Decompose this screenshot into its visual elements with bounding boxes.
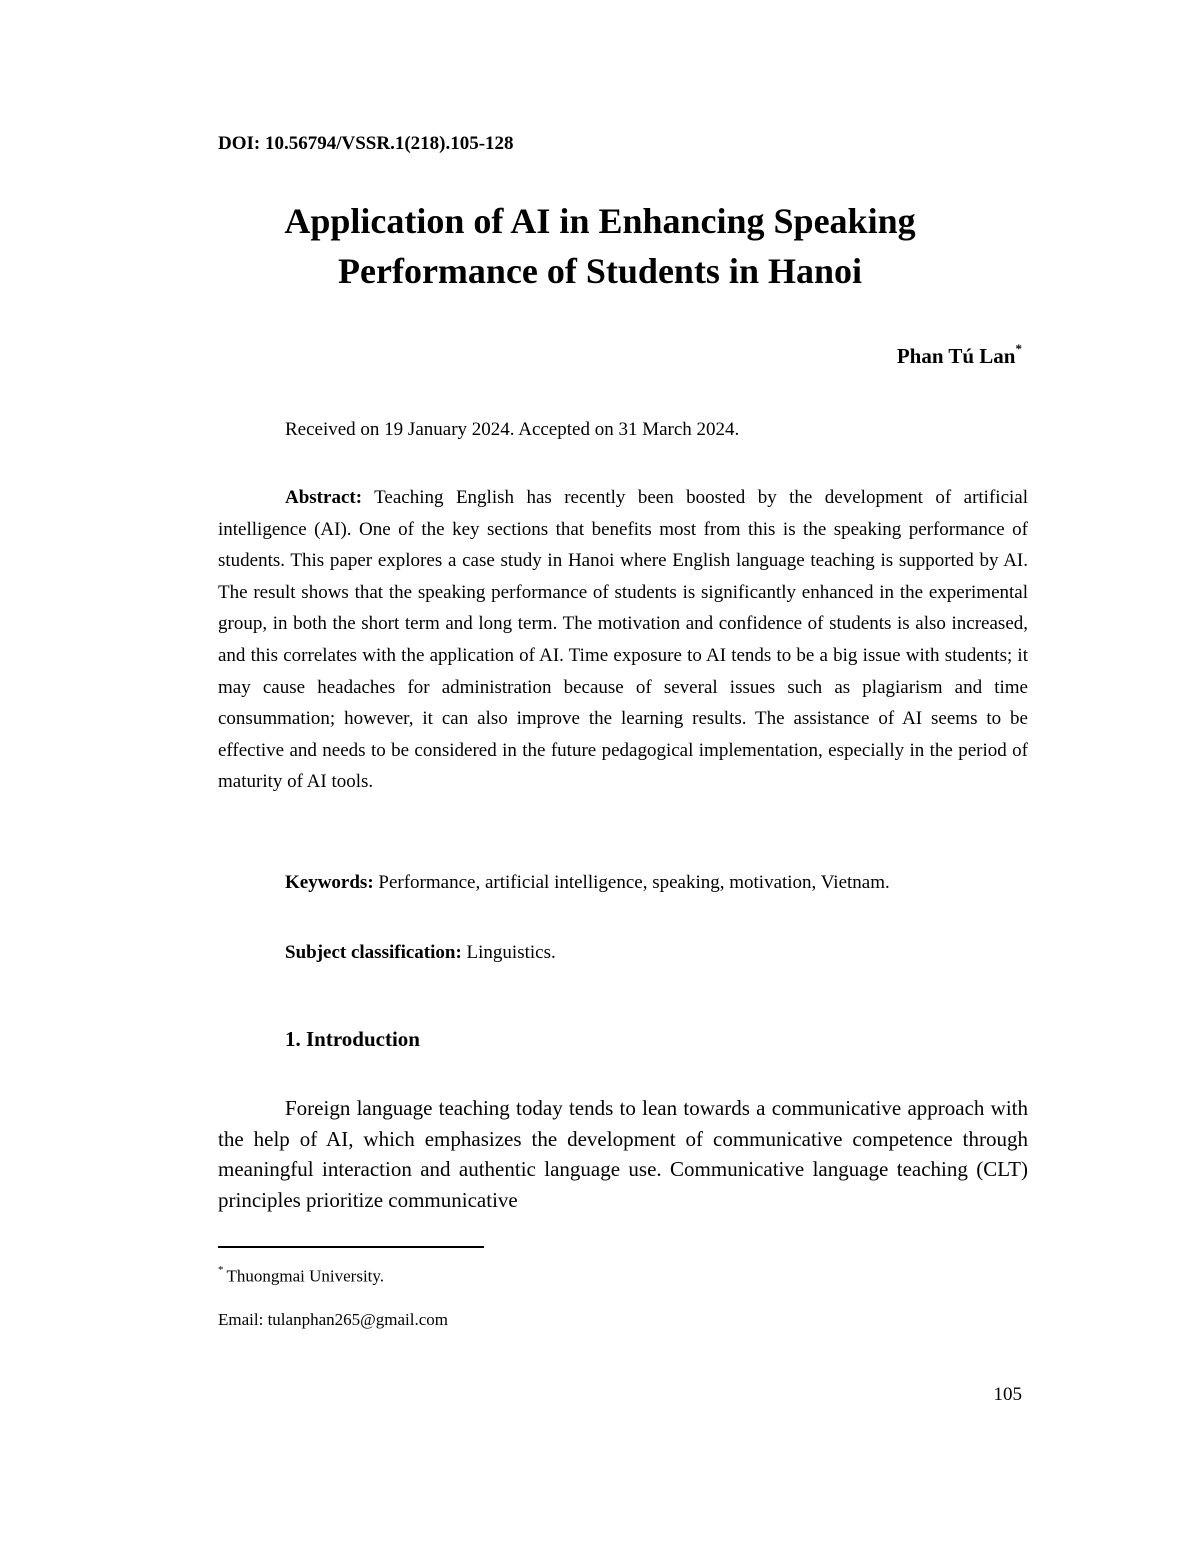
subject-classification [285,942,556,964]
footnote-marker: * [218,1264,224,1276]
footnote-affiliation-text: Thuongmai University. [226,1266,385,1286]
abstract-text: Teaching English has recently been boosted by the development of artificial intelligence (AI). One of the key sections that benefits most from this is the speaking performance of students. This paper explores a case study in Hanoi where English language teaching is supported by AI. The result shows that the speaking performance of students is significantly enhanced in the experimental group, in both the short term and long term. The motivation and confidence of students is also increased, and this correlates with the application of AI. Time exposure to AI tends to be a big issue with students; it may cause headaches for administration because of several issues such as plagiarism and time consummation; however, it can also improve the learning results. The assistance of AI seems to be effective and needs to be considered in the future pedagogical implementation, especially in the period of maturity of AI tools. [218,487,1028,793]
keywords-label: Keywords: [285,872,374,893]
abstract [218,482,1028,798]
title-line-2: Performance of Students in Hanoi [338,251,862,291]
footnote-divider [218,1246,484,1248]
section-heading-introduction: 1. Introduction [285,1027,420,1051]
footnote-affiliation [218,1266,384,1287]
abstract-label: Abstract: [285,487,363,508]
doi-line: DOI: 10.56794/VSSR.1(218).105-128 [218,133,514,154]
author-footnote-marker: * [1015,341,1022,356]
subject-label: Subject classification: [285,942,462,963]
keywords-text: Performance, artificial intelligence, speaking, motivation, Vietnam. [378,872,890,893]
author-name-text: Phan Tú Lan [896,344,1016,368]
title-line-1: Application of AI in Enhancing Speaking [284,201,916,241]
subject-text: Linguistics. [466,942,556,963]
introduction-paragraph: Foreign language teaching today tends to lean towards a communicative approach with the help of AI, which emphasizes the development of communicative competence through meaningful interaction and authentic language use. Communicative language teaching (CLT) principles prioritize communicative [218,1096,1028,1212]
page-number: 105 [993,1384,1022,1405]
keywords [285,872,890,894]
footnote-email: Email: tulanphan265@gmail.com [218,1310,448,1329]
paper-title [150,196,1050,296]
received-dates: Received on 19 January 2024. Accepted on 31 March 2024. [285,419,740,440]
author-name [897,343,1022,369]
